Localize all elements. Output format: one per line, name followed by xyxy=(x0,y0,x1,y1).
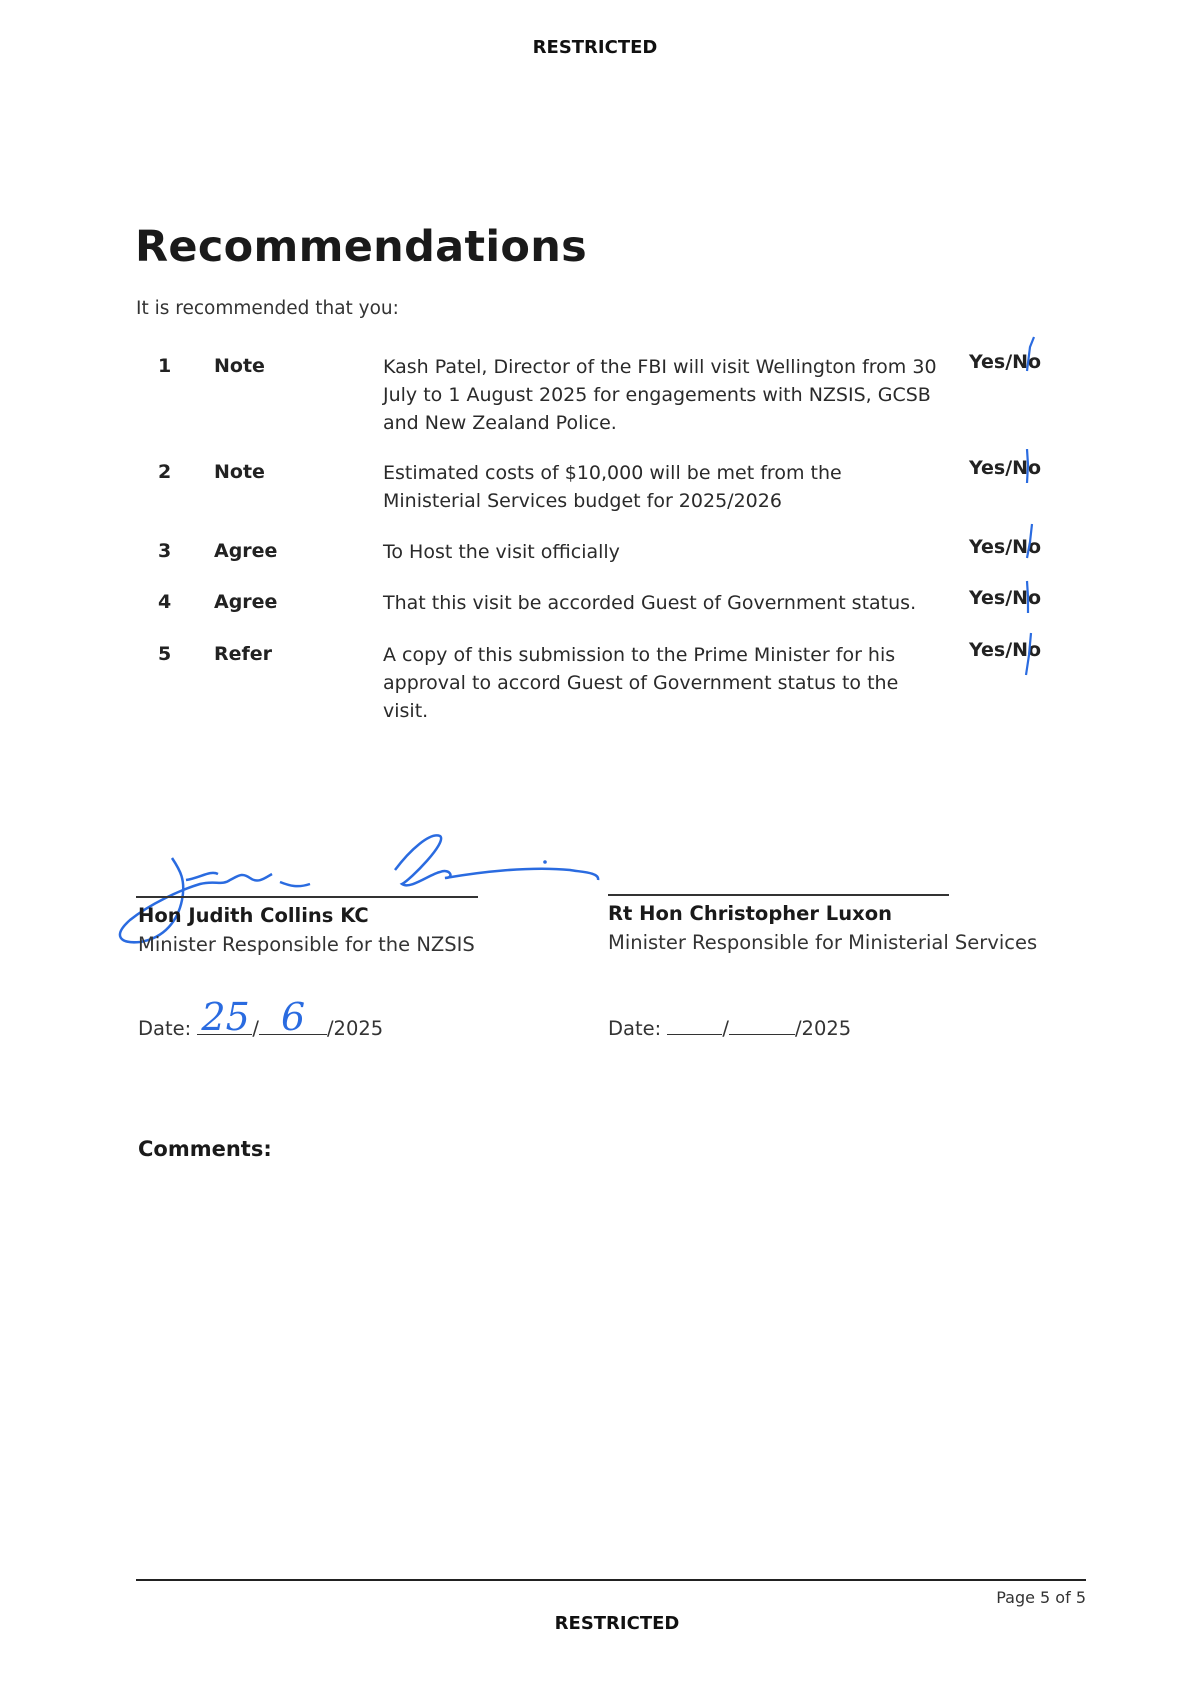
date-day[interactable] xyxy=(197,995,252,1039)
rec-text: A copy of this submission to the Prime Minister for his approval to accord Guest of Government status to the visit. xyxy=(383,644,899,722)
signatory-name: Hon Judith Collins KC xyxy=(138,904,369,927)
intro-text: It is recommended that you: xyxy=(136,298,399,319)
rec-number: 5 xyxy=(158,643,172,665)
rec-action: Note xyxy=(214,461,265,483)
rec-number: 3 xyxy=(158,540,172,562)
rec-response: Yes/No xyxy=(969,536,1042,558)
rec-action: Note xyxy=(214,355,265,377)
date-month[interactable] xyxy=(259,995,327,1039)
rec-response: Yes/No xyxy=(969,351,1042,373)
date-year: /2025 xyxy=(794,1017,852,1040)
rec-response: Yes/No xyxy=(969,587,1042,609)
date-day[interactable] xyxy=(667,1016,722,1035)
date-label: Date: xyxy=(138,1017,192,1040)
footer-divider xyxy=(136,1579,1086,1581)
signature-judith-collins xyxy=(110,820,610,950)
rec-text: That this visit be accorded Guest of Government status. xyxy=(383,592,917,614)
signature-line-left xyxy=(136,896,478,898)
page-title: Recommendations xyxy=(135,222,588,272)
rec-action: Refer xyxy=(214,643,273,665)
handwritten-day: 25 xyxy=(201,995,250,1039)
rec-text: To Host the visit officially xyxy=(383,541,620,563)
page-number: Page 5 of 5 xyxy=(996,1588,1086,1607)
rec-action: Agree xyxy=(214,540,278,562)
rec-number: 2 xyxy=(158,461,172,483)
comments-heading: Comments: xyxy=(138,1137,272,1161)
classification-header: RESTRICTED xyxy=(532,37,658,58)
date-year: /2025 xyxy=(326,1017,384,1040)
rec-response: Yes/No xyxy=(969,639,1042,661)
signatory-name: Rt Hon Christopher Luxon xyxy=(608,902,892,925)
strike-mark-icon xyxy=(1018,449,1038,499)
strike-mark-icon xyxy=(1018,579,1038,629)
date-label: Date: xyxy=(608,1017,662,1040)
date-month[interactable] xyxy=(729,1016,795,1035)
rec-text: Estimated costs of $10,000 will be met from the Ministerial Services budget for 2025/2026 xyxy=(383,462,842,512)
signatory-role: Minister Responsible for Ministerial Services xyxy=(608,931,1038,954)
strike-mark-icon xyxy=(1018,522,1038,572)
rec-number: 4 xyxy=(158,591,172,613)
handwritten-month: 6 xyxy=(280,995,306,1039)
classification-footer: RESTRICTED xyxy=(554,1613,680,1634)
signature-line-right xyxy=(608,894,949,896)
date-field-right: Date: / /2025 xyxy=(608,1017,852,1040)
strike-mark-icon xyxy=(1018,631,1038,681)
rec-number: 1 xyxy=(158,355,172,377)
rec-response: Yes/No xyxy=(969,457,1042,479)
rec-text: Kash Patel, Director of the FBI will visit Wellington from 30 July to 1 August 2025 for engagements with NZSIS, GCSB and New Zealand Police. xyxy=(383,356,937,434)
signatory-role: Minister Responsible for the NZSIS xyxy=(138,933,475,956)
strike-mark-icon xyxy=(1018,335,1038,385)
date-field-left: Date: 25 / 6 /2025 xyxy=(138,995,384,1040)
rec-action: Agree xyxy=(214,591,278,613)
